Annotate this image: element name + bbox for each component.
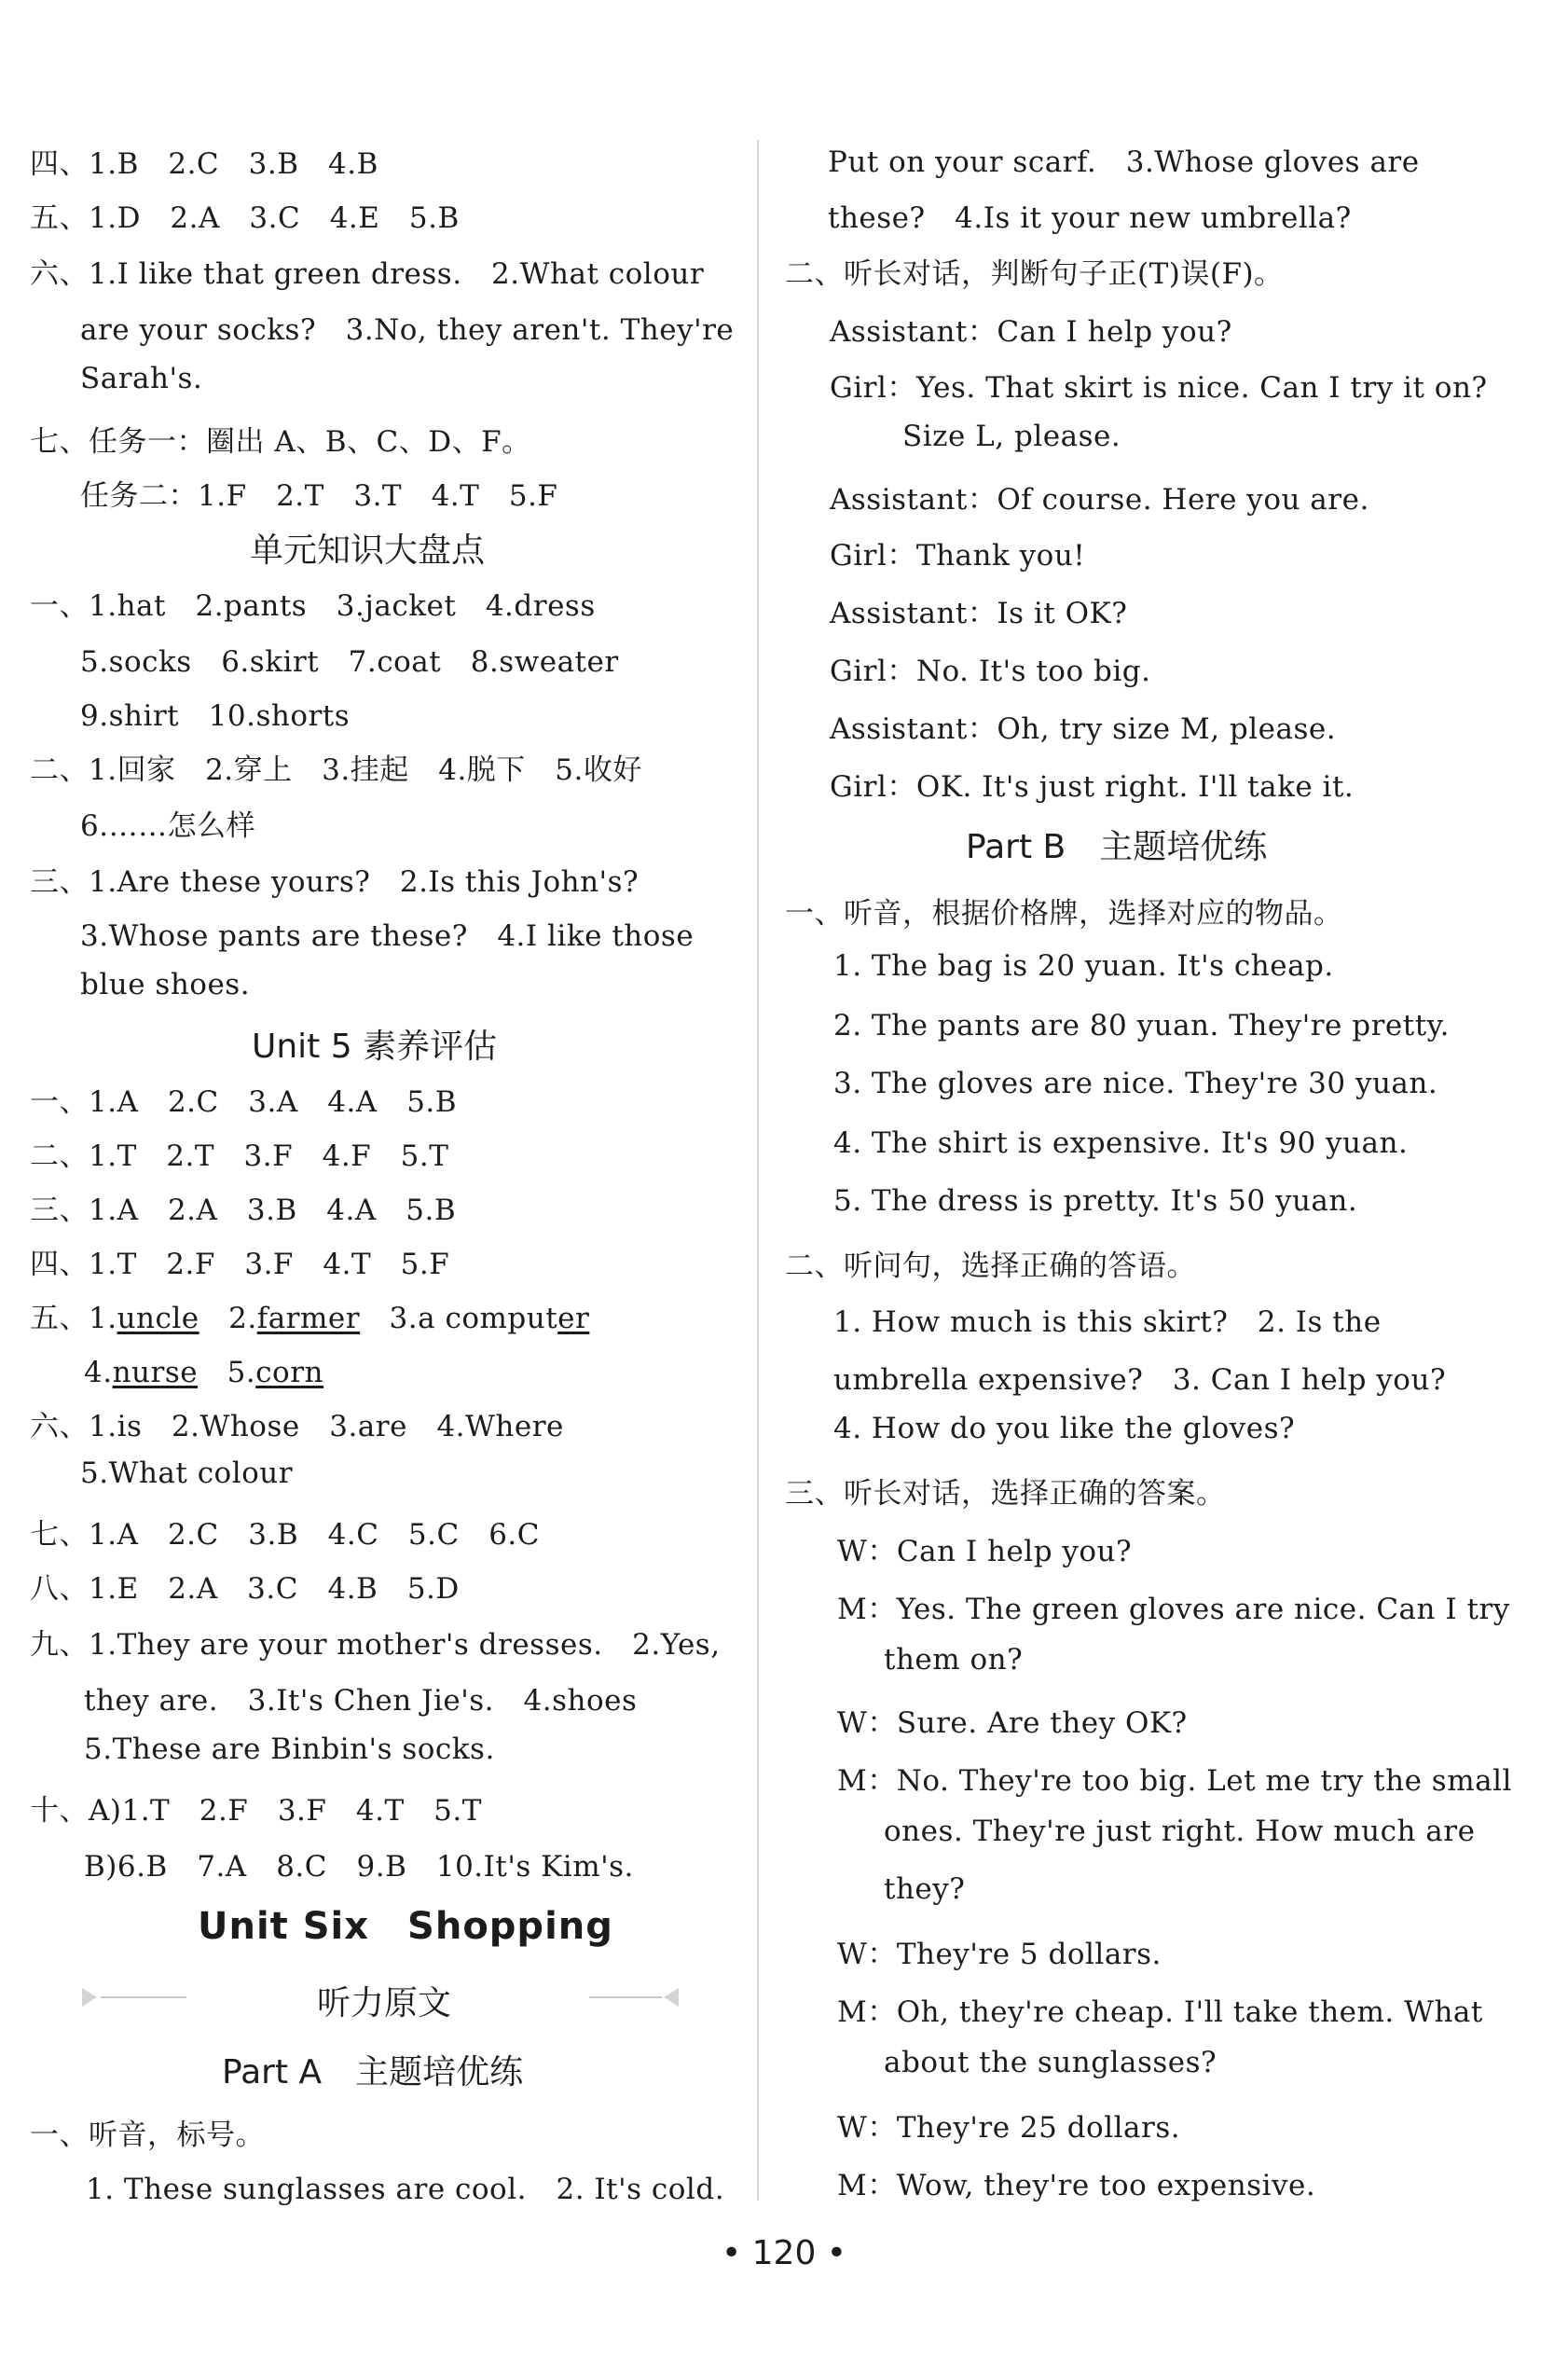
answer-line: 九、1.They are your mother's dresses. 2.Yes, — [30, 1628, 721, 1662]
answer-line: 十、A)1.T 2.F 3.F 4.T 5.T — [30, 1794, 482, 1828]
transcript-line: M：Wow, they're too expensive. — [837, 2169, 1316, 2202]
answer-line: 二、1.回家 2.穿上 3.挂起 4.脱下 5.收好 — [30, 753, 642, 787]
underlined-word: farmer — [256, 1302, 361, 1335]
answer-line: 一、1.hat 2.pants 3.jacket 4.dress — [30, 589, 596, 623]
answer-line: 一、1.A 2.C 3.A 4.A 5.B — [30, 1085, 458, 1119]
transcript-line: Assistant：Is it OK? — [830, 597, 1128, 630]
transcript-line: 5. The dress is pretty. It's 50 yuan. — [833, 1184, 1358, 1218]
answer-line: 四、1.T 2.F 3.F 4.T 5.F — [30, 1248, 450, 1281]
answer-line: 任务二：1.F 2.T 3.T 4.T 5.F — [80, 479, 558, 513]
underlined-word: nurse — [112, 1356, 199, 1389]
decorative-arrow-icon — [664, 1988, 679, 2007]
answer-line: 5.socks 6.skirt 7.coat 8.sweater — [80, 645, 619, 679]
transcript-line: M：Oh, they're cheap. I'll take them. What — [837, 1995, 1483, 2029]
section-heading: Part B 主题培优练 — [966, 828, 1268, 866]
answer-line: are your socks? 3.No, they aren't. They're — [80, 313, 735, 347]
transcript-line: Girl：Thank you! — [830, 539, 1086, 573]
transcript-line: these? 4.Is it your new umbrella? — [828, 201, 1352, 235]
decorative-line — [589, 1996, 662, 1998]
transcript-line: 1. How much is this skirt? 2. Is the — [833, 1305, 1382, 1339]
answer-text: 2. — [199, 1302, 257, 1335]
transcript-line: W：Sure. Are they OK? — [837, 1706, 1188, 1740]
underlined-word: uncle — [117, 1302, 199, 1335]
transcript-line: umbrella expensive? 3. Can I help you? — [833, 1363, 1447, 1397]
answer-line: 5.What colour — [80, 1456, 294, 1490]
decorative-line — [101, 1996, 186, 1998]
answer-text: 4. — [84, 1356, 113, 1389]
transcript-line: W：They're 5 dollars. — [837, 1938, 1162, 1971]
answer-text: 3.a comput — [360, 1302, 558, 1335]
underlined-word: corn — [255, 1356, 323, 1389]
page-number: • 120 • — [721, 2234, 847, 2272]
answer-line: 四、1.B 2.C 3.B 4.B — [30, 147, 378, 181]
transcript-line: Girl：No. It's too big. — [830, 655, 1151, 688]
transcript-line: 2. The pants are 80 yuan. They're pretty. — [833, 1009, 1450, 1042]
answer-line — [30, 1294, 589, 1336]
section-heading: Unit 5 素养评估 — [252, 1028, 498, 1066]
answer-line: 9.shirt 10.shorts — [80, 699, 351, 733]
answer-line: 6.……怎么样 — [80, 809, 256, 843]
transcript-line: about the sunglasses? — [884, 2046, 1217, 2079]
transcript-line: 二、听长对话，判断句子正(T)误(F)。 — [785, 257, 1284, 291]
answer-line: they are. 3.It's Chen Jie's. 4.shoes — [84, 1684, 638, 1718]
transcript-line: them on? — [884, 1643, 1024, 1677]
answer-text: 5. — [198, 1356, 256, 1389]
transcript-line: Assistant：Of course. Here you are. — [830, 483, 1369, 517]
transcript-line: Assistant：Can I help you? — [830, 315, 1232, 349]
column-divider — [757, 140, 759, 2201]
section-heading: 听力原文 — [317, 1984, 452, 2022]
answer-line: 五、1.D 2.A 3.C 4.E 5.B — [30, 201, 460, 235]
answer-line: 七、任务一：圈出 A、B、C、D、F。 — [30, 425, 531, 459]
answer-line: 5.These are Binbin's socks. — [84, 1732, 495, 1766]
transcript-line: W：Can I help you? — [837, 1535, 1133, 1568]
answer-line: 3.Whose pants are these? 4.I like those — [80, 919, 695, 953]
section-heading: Part A 主题培优练 — [222, 2053, 524, 2091]
underlined-word: er — [557, 1302, 590, 1335]
transcript-line: M：No. They're too big. Let me try the small — [837, 1764, 1512, 1798]
transcript-line: 4. The shirt is expensive. It's 90 yuan. — [833, 1126, 1409, 1160]
transcript-line: 三、听长对话，选择正确的答案。 — [785, 1477, 1226, 1511]
transcript-line: Size L, please. — [902, 420, 1121, 453]
answer-line: 七、1.A 2.C 3.B 4.C 5.C 6.C — [30, 1518, 541, 1552]
transcript-line: 4. How do you like the gloves? — [833, 1412, 1296, 1445]
transcript-line: 二、听问句，选择正确的答语。 — [785, 1249, 1196, 1283]
answer-line — [84, 1348, 323, 1390]
answer-line: 八、1.E 2.A 3.C 4.B 5.D — [30, 1572, 460, 1606]
answer-line: 六、1.I like that green dress. 2.What colour — [30, 257, 705, 291]
answer-line: B)6.B 7.A 8.C 9.B 10.It's Kim's. — [84, 1850, 634, 1884]
unit-title: Unit Six Shopping — [198, 1905, 613, 1948]
answer-line: 二、1.T 2.T 3.F 4.F 5.T — [30, 1139, 449, 1173]
answer-line: 三、1.Are these yours? 2.Is this John's? — [30, 865, 640, 899]
answer-line: 1. These sunglasses are cool. 2. It's cold. — [86, 2173, 725, 2206]
transcript-line: ones. They're just right. How much are — [884, 1815, 1476, 1848]
transcript-line: Assistant：Oh, try size M, please. — [830, 712, 1337, 746]
transcript-line: M：Yes. The green gloves are nice. Can I try — [837, 1593, 1510, 1626]
answer-text: 五、1. — [30, 1302, 117, 1335]
answer-line: 一、听音，标号。 — [30, 2119, 265, 2152]
transcript-line: 1. The bag is 20 yuan. It's cheap. — [833, 949, 1334, 983]
transcript-line: 3. The gloves are nice. They're 30 yuan. — [833, 1067, 1438, 1100]
transcript-line: 一、听音，根据价格牌，选择对应的物品。 — [785, 897, 1343, 931]
section-heading: 单元知识大盘点 — [250, 531, 486, 570]
transcript-line: Put on your scarf. 3.Whose gloves are — [828, 145, 1420, 179]
transcript-line: Girl：OK. It's just right. I'll take it. — [830, 770, 1355, 804]
answer-line: 三、1.A 2.A 3.B 4.A 5.B — [30, 1194, 457, 1227]
answer-line: 六、1.is 2.Whose 3.are 4.Where — [30, 1410, 564, 1443]
transcript-line: they? — [884, 1872, 966, 1906]
transcript-line: Girl：Yes. That skirt is nice. Can I try it on? — [830, 371, 1488, 405]
answer-line: blue shoes. — [80, 968, 251, 1001]
answer-line: Sarah's. — [80, 362, 203, 395]
transcript-line: W：They're 25 dollars. — [837, 2111, 1181, 2145]
decorative-arrow-icon — [82, 1988, 97, 2007]
